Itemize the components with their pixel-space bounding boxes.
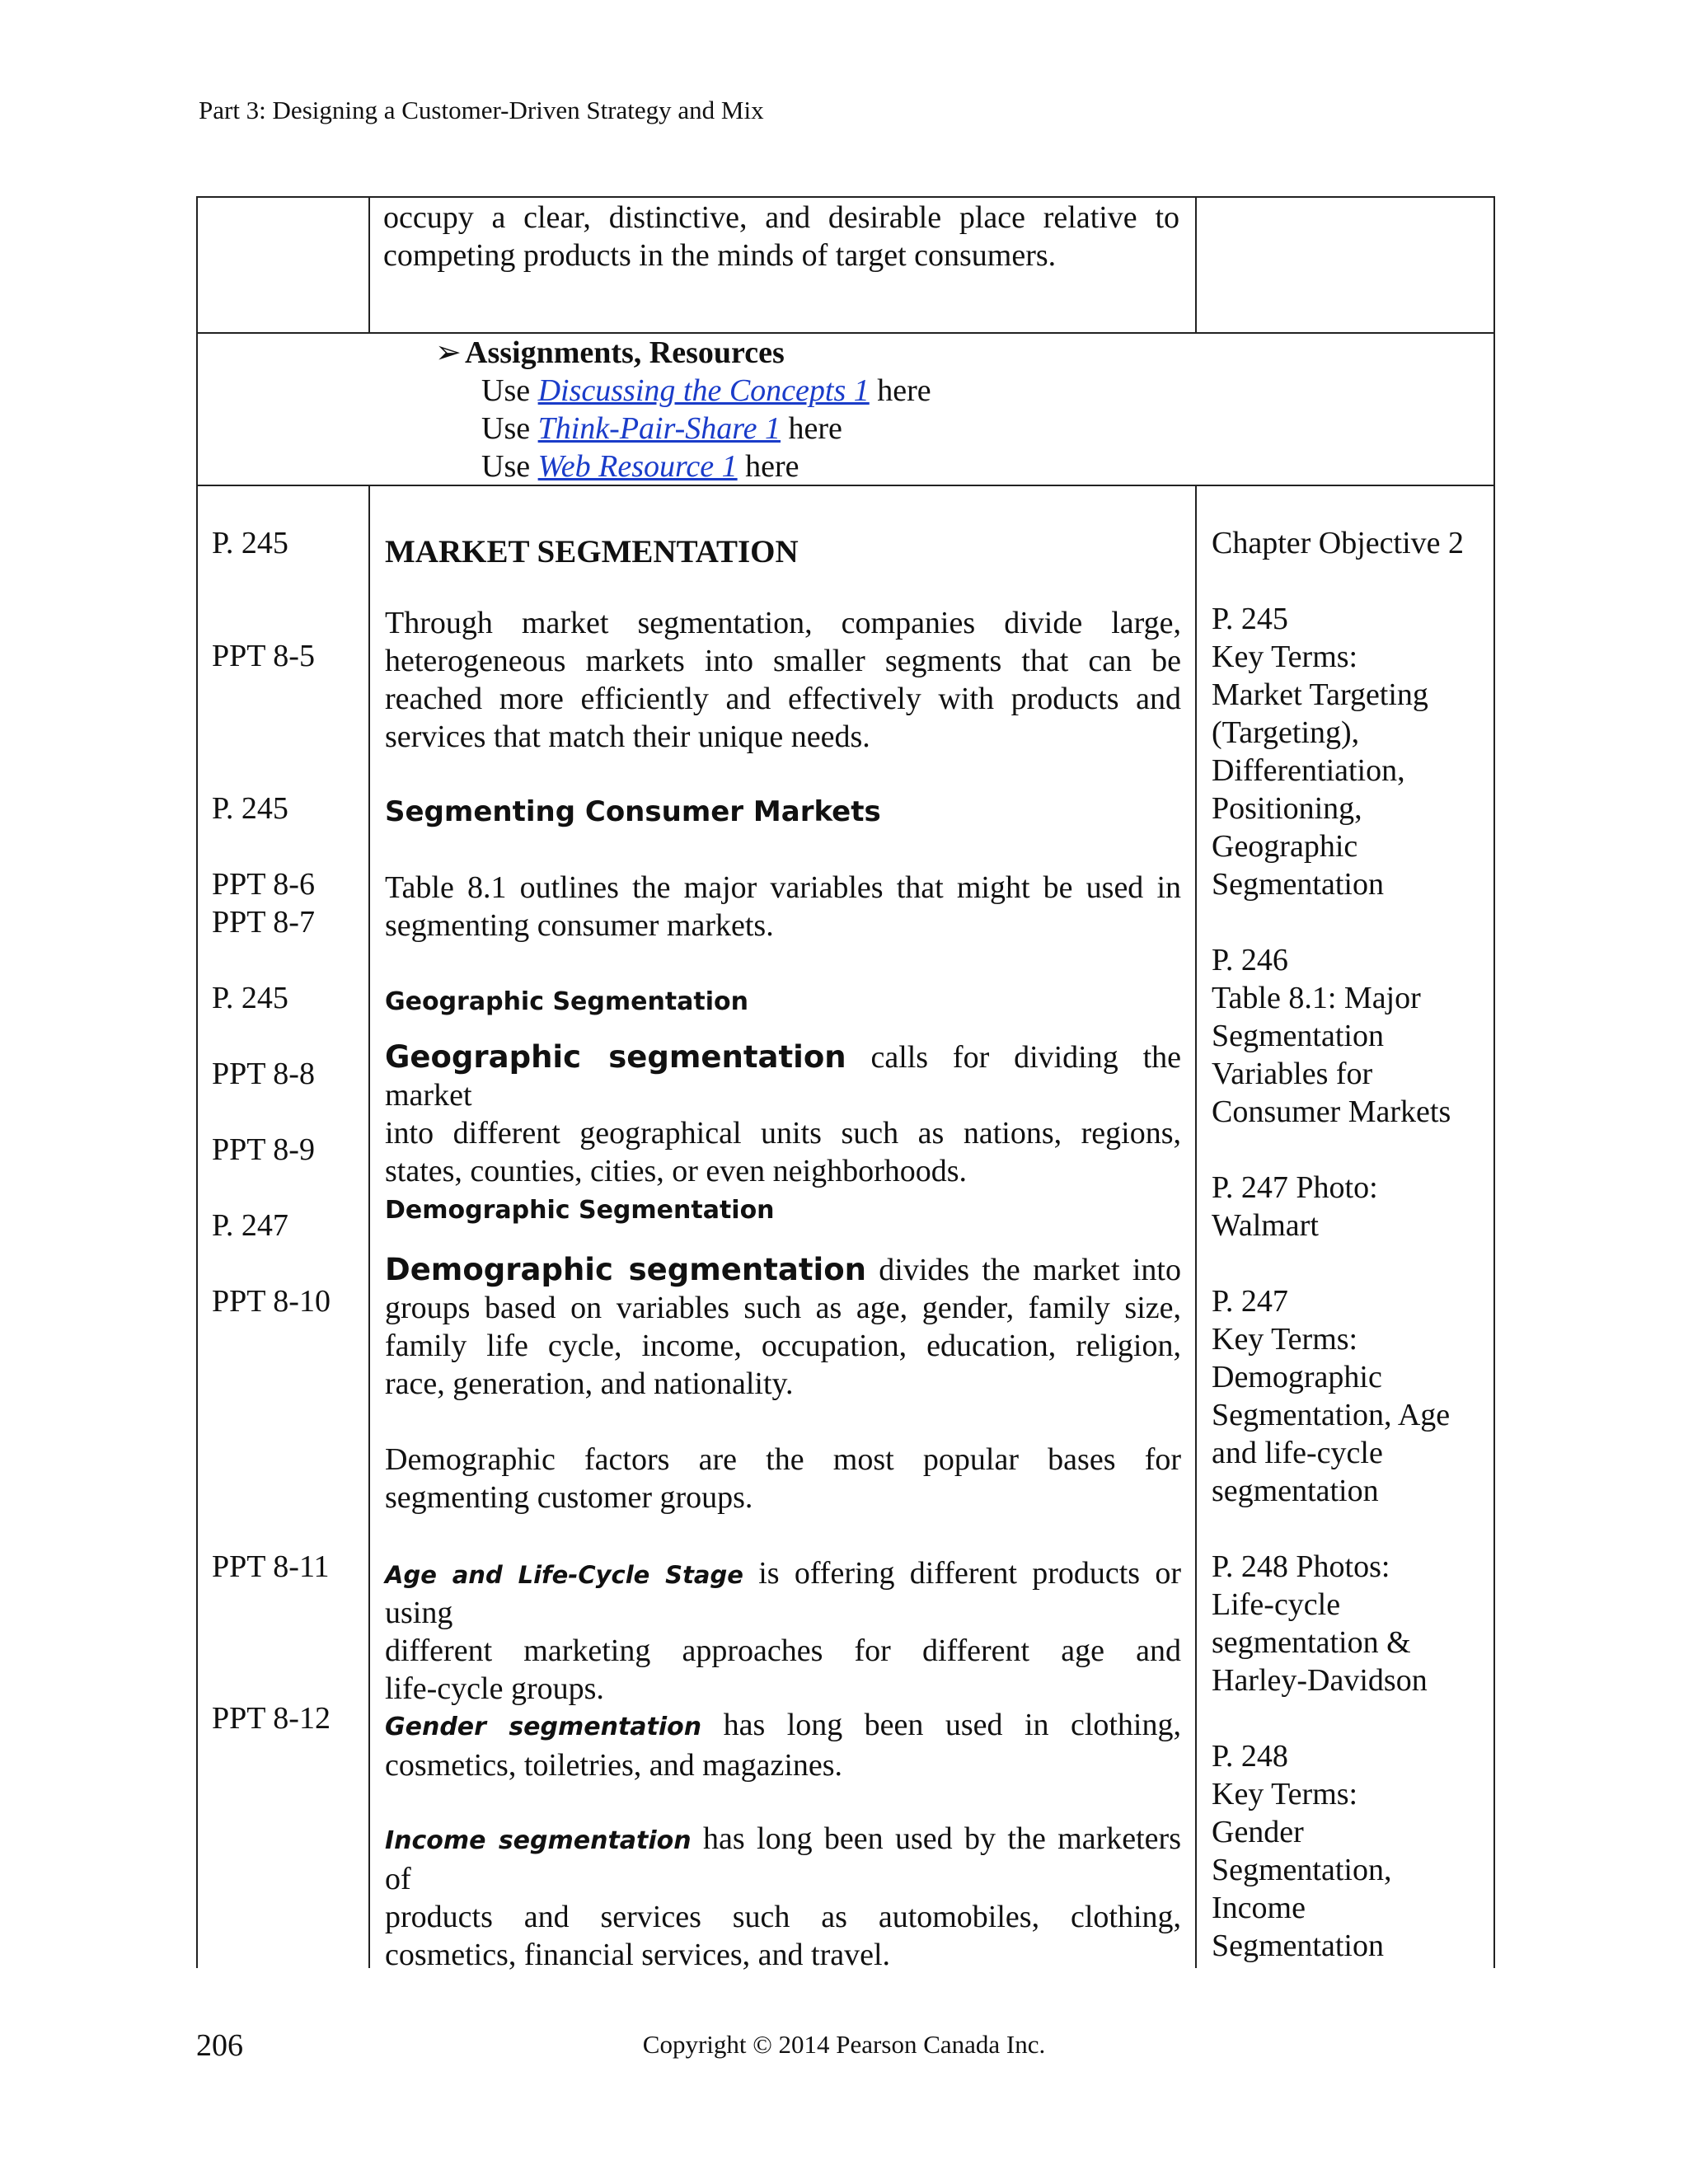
assignments-title: Assignments, Resources (465, 335, 785, 370)
ppt-ref: PPT 8-10 (212, 1284, 331, 1319)
chapter-objective: Chapter Objective 2 (1212, 526, 1465, 560)
paragraph (385, 604, 1181, 756)
right-note (1212, 1169, 1378, 1244)
key-term: Income segmentation (385, 1826, 692, 1855)
note-line: Positioning, (1212, 791, 1362, 826)
note-line: Differentiation, (1212, 753, 1405, 788)
table-top-border (196, 196, 1495, 198)
assignment-prefix: Use (481, 373, 538, 408)
text-line (385, 1554, 1181, 1632)
column-divider (368, 485, 370, 1968)
table-right-border (1493, 196, 1495, 1968)
note-line: Segmentation, Age (1212, 1398, 1451, 1432)
note-line: P. 248 Photos: (1212, 1549, 1390, 1584)
text-span: has long been used by the marketers of (385, 1821, 1181, 1896)
text-line (385, 1038, 1181, 1114)
right-note (1212, 524, 1464, 562)
text-line: groups based on variables such as age, gender, family size, (385, 1291, 1181, 1325)
text-line: segmenting consumer markets. (385, 908, 774, 943)
column-divider (1195, 196, 1197, 333)
section-heading: MARKET SEGMENTATION (385, 534, 799, 569)
text-line (385, 1820, 1181, 1898)
note-line: Gender (1212, 1815, 1304, 1849)
assignments-title-line (435, 334, 931, 372)
note-line: Table 8.1: Major (1212, 981, 1421, 1015)
ppt-ref: PPT 8-9 (212, 1132, 315, 1167)
text-span: has long been used in clothing, (701, 1708, 1181, 1742)
note-line: Consumer Markets (1212, 1094, 1451, 1129)
text-line: race, generation, and nationality. (385, 1366, 794, 1401)
ppt-ref: PPT 8-8 (212, 1057, 315, 1091)
note-line: Market Targeting (1212, 677, 1428, 712)
key-term: Age and Life-Cycle Stage (385, 1561, 743, 1589)
text-line: occupy a clear, distinctive, and desirable place relative to (383, 200, 1179, 235)
note-line: Key Terms: (1212, 640, 1358, 674)
note-line: P. 246 (1212, 943, 1288, 977)
note-line: P. 245 (1212, 602, 1288, 636)
text-line: family life cycle, income, occupation, education, religion, (385, 1329, 1181, 1363)
ppt-ref: PPT 8-6 (212, 867, 315, 902)
paragraph (385, 1038, 1181, 1190)
note-line: (Targeting), (1212, 715, 1360, 750)
text-line: Through market segmentation, companies divide large, (385, 606, 1181, 640)
note-line: Walmart (1212, 1208, 1319, 1243)
assignment-prefix: Use (481, 449, 538, 484)
text-line: cosmetics, financial services, and travel. (385, 1938, 891, 1972)
page-ref: P. 245 (212, 526, 288, 560)
right-note (1212, 1737, 1391, 1965)
assignment-item (435, 372, 931, 410)
subheading: Demographic Segmentation (385, 1196, 775, 1225)
arrow-bullet-icon: ➢ (435, 335, 462, 370)
text-span: divides the market into (865, 1253, 1181, 1287)
assignment-suffix: here (781, 411, 842, 446)
right-note (1212, 1282, 1450, 1510)
paragraph (385, 1554, 1181, 1708)
note-line: Segmentation, (1212, 1853, 1392, 1887)
text-span: is offering different products or using (385, 1556, 1181, 1630)
right-note (1212, 1548, 1428, 1699)
note-line: P. 248 (1212, 1739, 1288, 1774)
note-line: Segmentation (1212, 1929, 1384, 1963)
text-line: Table 8.1 outlines the major variables that might be used in (385, 870, 1181, 905)
column-divider (1195, 485, 1197, 1968)
table-left-border (196, 196, 198, 1968)
page-ref: P. 247 (212, 1208, 288, 1243)
paragraph (385, 1441, 1181, 1516)
discussing-concepts-link[interactable]: Discussing the Concepts 1 (537, 373, 870, 408)
paragraph (385, 869, 1181, 944)
ppt-ref: PPT 8-7 (212, 905, 315, 940)
copyright-notice: Copyright © 2014 Pearson Canada Inc. (642, 2030, 1046, 2059)
page-ref: P. 245 (212, 981, 288, 1015)
text-line: life-cycle groups. (385, 1671, 604, 1706)
text-line: Demographic factors are the most popular bases for (385, 1442, 1181, 1477)
text-span: calls for dividing the market (385, 1040, 1181, 1113)
text-line: cosmetics, toiletries, and magazines. (385, 1748, 843, 1783)
web-resource-link[interactable]: Web Resource 1 (537, 449, 738, 484)
note-line: Harley-Davidson (1212, 1663, 1428, 1698)
assignment-item (435, 410, 931, 448)
assignments-block (435, 334, 931, 485)
note-line: Segmentation (1212, 1019, 1384, 1053)
subheading: Segmenting Consumer Markets (385, 795, 881, 828)
assignment-suffix: here (737, 449, 799, 484)
text-line (385, 1706, 1181, 1746)
think-pair-share-link[interactable]: Think-Pair-Share 1 (537, 411, 781, 446)
subheading: Geographic Segmentation (385, 987, 749, 1016)
assignment-prefix: Use (481, 411, 538, 446)
right-note (1212, 600, 1428, 903)
right-note (1212, 941, 1451, 1131)
paragraph (385, 1706, 1181, 1784)
ppt-ref: PPT 8-11 (212, 1549, 330, 1584)
note-line: Segmentation (1212, 867, 1384, 902)
note-line: Geographic (1212, 829, 1358, 864)
note-line: segmentation & (1212, 1625, 1411, 1660)
column-divider (368, 196, 370, 333)
row1-text (383, 199, 1179, 274)
text-line: different marketing approaches for different age and (385, 1633, 1181, 1668)
text-line: services that match their unique needs. (385, 719, 870, 754)
key-term: Gender segmentation (385, 1713, 702, 1741)
note-line: Key Terms: (1212, 1777, 1358, 1811)
note-line: Life-cycle (1212, 1587, 1341, 1622)
assignment-item (435, 448, 931, 485)
paragraph (385, 1820, 1181, 1974)
note-line: Key Terms: (1212, 1322, 1358, 1357)
note-line: Variables for (1212, 1057, 1373, 1091)
paragraph (385, 1251, 1181, 1403)
text-line: states, counties, cities, or even neighborhoods. (385, 1154, 968, 1188)
key-term: Demographic segmentation (385, 1252, 866, 1287)
ppt-ref: PPT 8-5 (212, 639, 315, 673)
page-number: 206 (196, 2028, 243, 2063)
key-term: Geographic segmentation (385, 1039, 846, 1075)
text-line: segmenting customer groups. (385, 1480, 753, 1515)
text-line: competing products in the minds of target consumers. (383, 238, 1057, 273)
text-line: reached more efficiently and effectively with products and (385, 682, 1181, 716)
text-line (385, 1251, 1181, 1289)
text-line: products and services such as automobiles, clothing, (385, 1900, 1181, 1934)
note-line: Income (1212, 1891, 1306, 1925)
ppt-ref: PPT 8-12 (212, 1701, 331, 1736)
assignment-suffix: here (869, 373, 931, 408)
note-line: Demographic (1212, 1360, 1382, 1394)
note-line: segmentation (1212, 1474, 1379, 1508)
running-header: Part 3: Designing a Customer-Driven Strategy and Mix (199, 96, 764, 124)
page-ref: P. 245 (212, 791, 288, 826)
note-line: and life-cycle (1212, 1436, 1383, 1470)
note-line: P. 247 (1212, 1284, 1288, 1319)
text-line: heterogeneous markets into smaller segments that can be (385, 644, 1181, 678)
text-line: into different geographical units such as nations, regions, (385, 1116, 1181, 1151)
note-line: P. 247 Photo: (1212, 1170, 1378, 1205)
